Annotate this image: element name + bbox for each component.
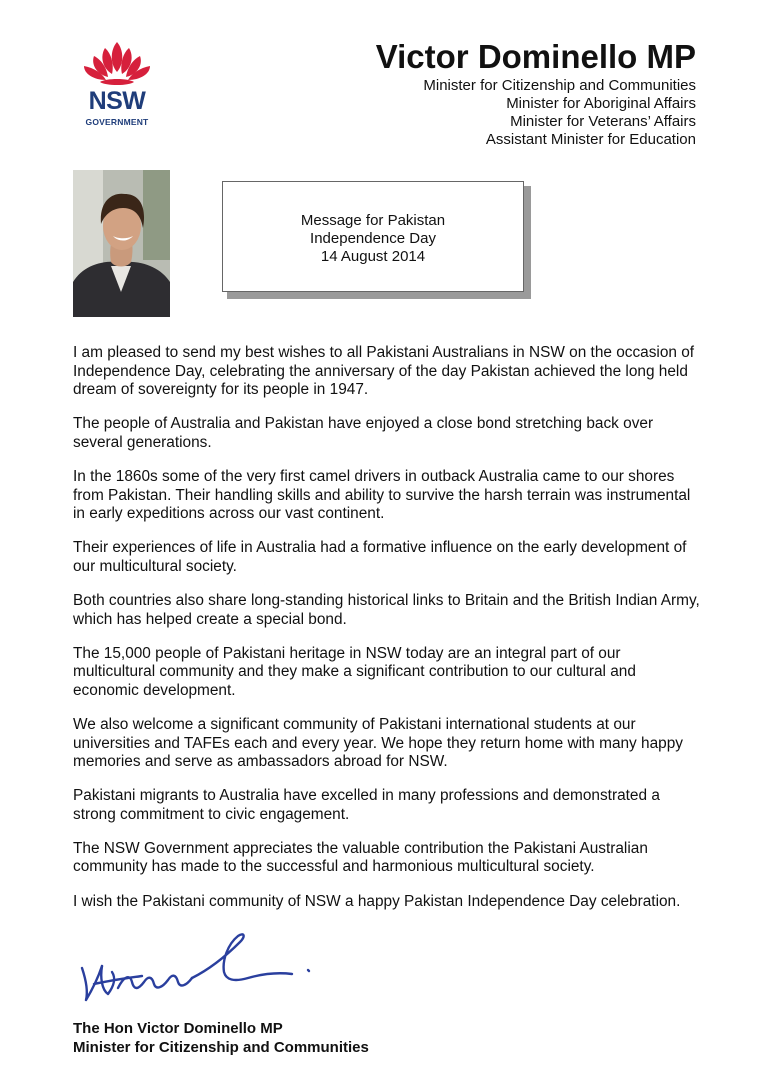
message-box-line: Message for Pakistan [300,212,446,229]
signatory-title: Minister for Citizenship and Communities [73,1039,369,1056]
paragraph: I am pleased to send my best wishes to all Pakistani Australians in NSW on the occasion of Independence Day, celebrating the anniversary of the day Pakistan achieved the long held dream of sovereignty for its people in 1947. [73,344,695,399]
paragraph: I wish the Pakistani community of NSW a happy Pakistan Independence Day celebration. [73,892,681,910]
paragraph: Both countries also share long-standing historical links to Britain and the British Indian Army, which has helped create a special bond. [73,591,700,628]
paragraph: The NSW Government appreciates the valuable contribution the Pakistani Australian community has made to the successful and harmonious multicultural society. [73,839,648,876]
paragraph: Their experiences of life in Australia had a formative influence on the early development of our multicultural society. [73,539,687,575]
portrait-photo [73,170,170,317]
paragraph: In the 1860s some of the very first camel drivers in outback Australia came to our shores from Pakistan. Their handling skills and ability to survive the harsh terrain was instrumental in early expeditions across our vast continent. [73,467,691,523]
letterhead [376,38,696,149]
nsw-government-logo [72,38,162,133]
paragraph: Pakistani migrants to Australia have excelled in many professions and demonstrated a strong commitment to civic engagement. [73,787,660,823]
role-line: Minister for Veterans’ Affairs [510,113,696,130]
role-line: Minister for Citizenship and Communities [423,77,696,94]
message-box-line: Independence Day [310,230,436,247]
message-box-line: 14 August 2014 [320,248,426,265]
signatory-name: The Hon Victor Dominello MP [73,1020,283,1037]
paragraph: We also welcome a significant community of Pakistani international students at our universities and TAFEs each and every year. We hope they return home with many happy memories and serve as ambassadors abroad for NSW. [73,715,683,771]
paragraph: The people of Australia and Pakistan have enjoyed a close bond stretching back over several generations. [73,415,654,451]
paragraph: The 15,000 people of Pakistani heritage in NSW today are an integral part of our multicultural community and they make a significant contribution to our cultural and economic development. [73,644,636,699]
sign-off-block [73,1019,369,1057]
role-line: Assistant Minister for Education [485,131,696,148]
letter-body [73,344,703,927]
minister-name: Victor Dominello MP [375,38,696,75]
logo-word: NSW [88,87,146,115]
message-box [222,181,524,292]
role-line: Minister for Aboriginal Affairs [506,95,696,112]
waratah-flower-icon [72,38,162,90]
logo-subtitle: GOVERNMENT [85,117,149,127]
handwritten-signature [72,928,332,1018]
